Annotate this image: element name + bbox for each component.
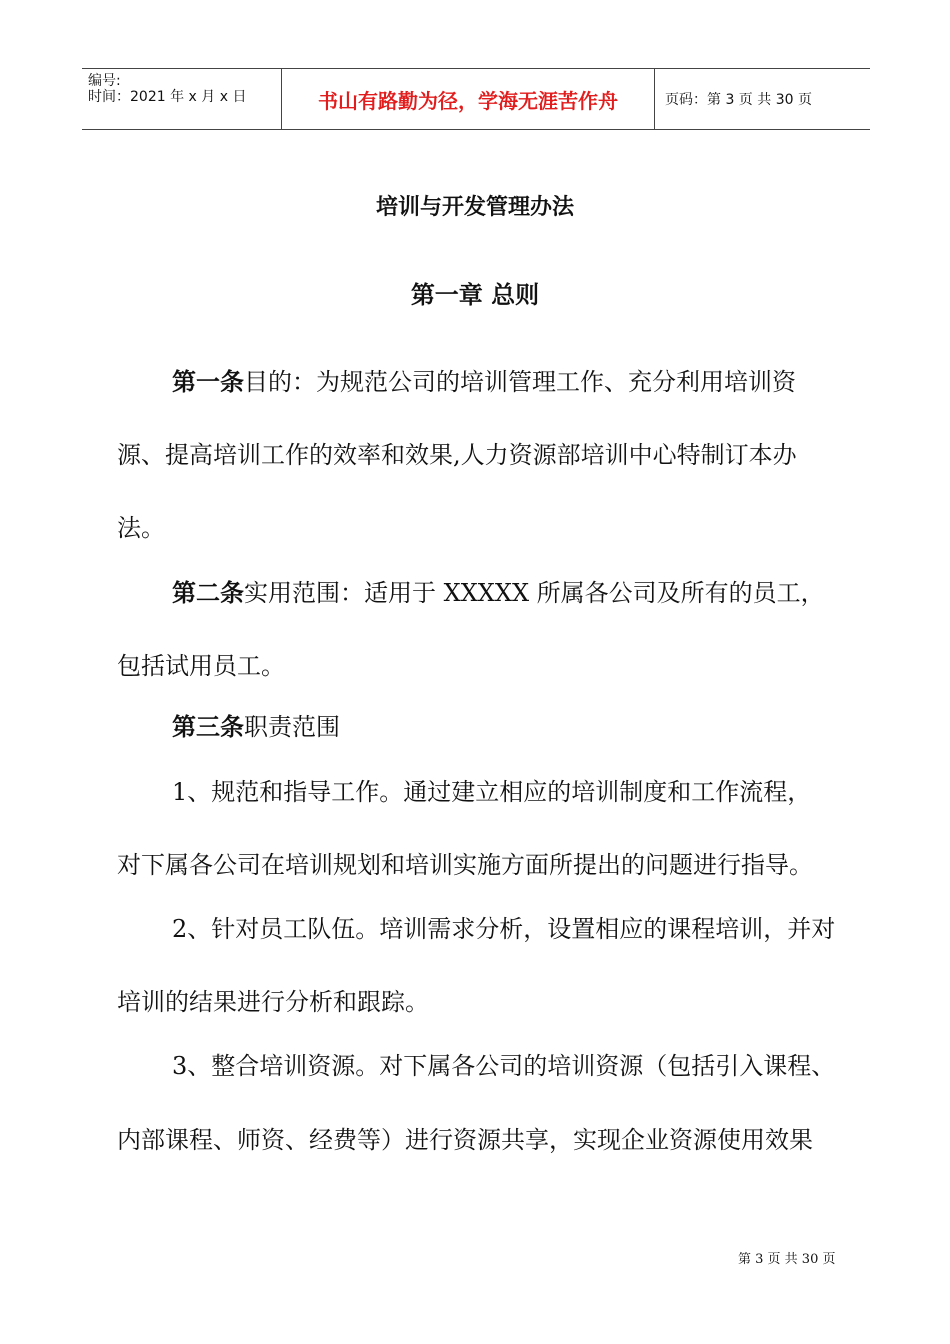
paragraph-line: [117, 651, 842, 681]
header-table: [82, 68, 870, 130]
article-label: 第一条: [172, 368, 244, 396]
line-text: 包括试用员工。: [117, 652, 285, 680]
line-text: 实用范围：适用于 XXXXX 所属各公司及所有的员工，: [244, 579, 825, 607]
page-info-cell: [655, 69, 870, 129]
paragraph-line: [172, 712, 842, 742]
line-text: 法。: [117, 514, 165, 542]
line-text: 2、针对员工队伍。培训需求分析，设置相应的课程培训，并对: [172, 915, 836, 943]
paragraph-line: [117, 1125, 842, 1155]
footer-page-number: 第 3 页 共 30 页: [738, 1252, 836, 1267]
time-label: 时间：2021 年 x 月 x 日: [88, 89, 247, 105]
article-label: 第二条: [172, 579, 244, 607]
line-text: 职责范围: [244, 713, 340, 741]
paragraph-line: [117, 850, 842, 880]
page-info-text: 页码：第 3 页 共 30 页: [665, 92, 812, 108]
line-text: 目的：为规范公司的培训管理工作、充分利用培训资: [244, 368, 796, 396]
paragraph-line: [172, 367, 842, 397]
motto-text: 书山有路勤为径，学海无涯苦作舟: [318, 88, 618, 113]
paragraph-line: [172, 1051, 842, 1081]
line-text: 对下属各公司在培训规划和培训实施方面所提出的问题进行指导。: [117, 851, 813, 879]
number-label: 编号:: [88, 73, 121, 89]
header-meta-cell: [82, 69, 282, 129]
document-title: 培训与开发管理办法: [375, 195, 574, 220]
paragraph-line: [172, 578, 842, 608]
line-text: 1、规范和指导工作。通过建立相应的培训制度和工作流程，: [172, 778, 812, 806]
article-label: 第三条: [172, 713, 244, 741]
chapter-title: 第一章 总则: [410, 281, 540, 309]
paragraph-line: [117, 987, 842, 1017]
paragraph-line: [117, 513, 842, 543]
paragraph-line: [172, 777, 842, 807]
paragraph-line: [172, 914, 842, 944]
paragraph-line: [117, 440, 842, 470]
motto-cell: [282, 69, 655, 129]
line-text: 3、整合培训资源。对下属各公司的培训资源（包括引入课程、: [172, 1052, 836, 1080]
line-text: 源、提高培训工作的效率和效果,人力资源部培训中心特制订本办: [117, 441, 797, 469]
line-text: 培训的结果进行分析和跟踪。: [117, 988, 429, 1016]
line-text: 内部课程、师资、经费等）进行资源共享，实现企业资源使用效果: [117, 1126, 813, 1154]
